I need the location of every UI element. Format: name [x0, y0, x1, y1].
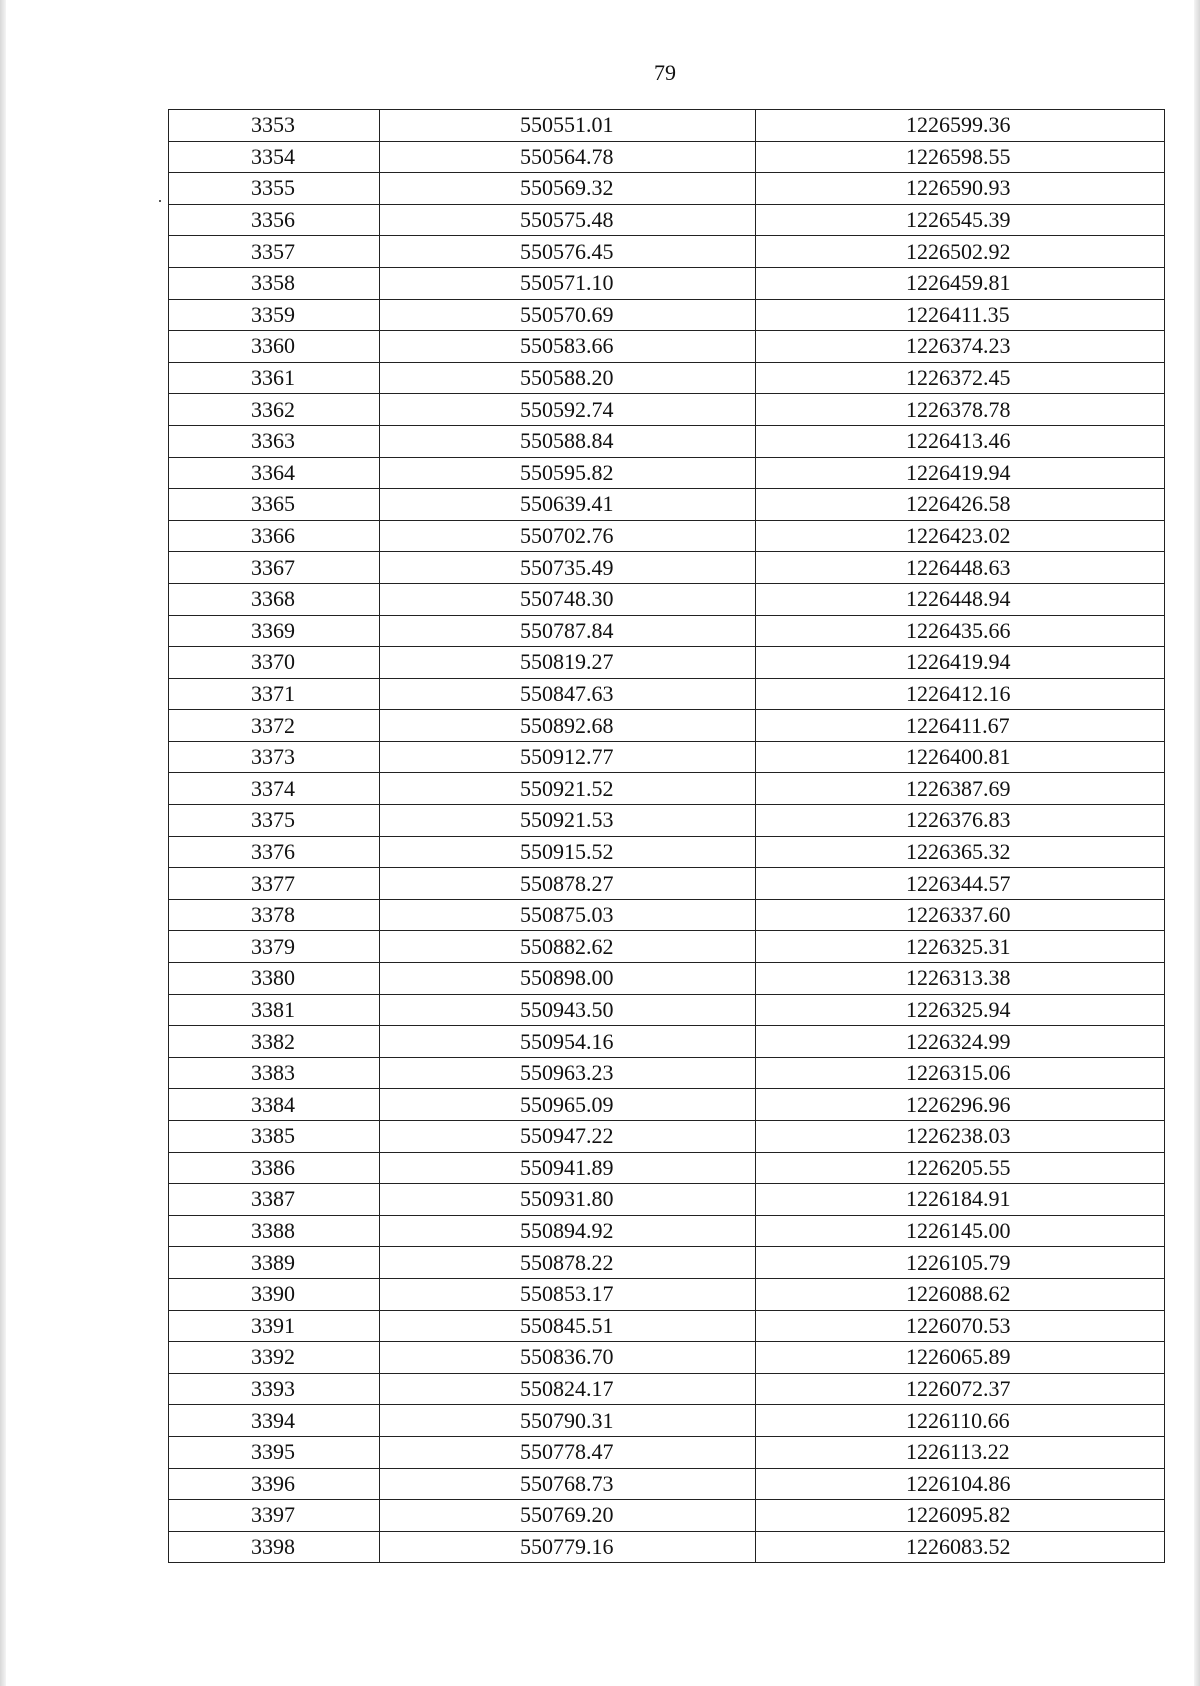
point-id-cell: 3362	[169, 394, 380, 426]
y-coordinate-cell: 1226374.23	[756, 331, 1165, 363]
table-row	[169, 1152, 1165, 1184]
y-coordinate-cell: 1226435.66	[756, 615, 1165, 647]
table-row	[169, 457, 1165, 489]
x-coordinate-cell: 550571.10	[380, 267, 756, 299]
y-coordinate-cell: 1226413.46	[756, 425, 1165, 457]
y-coordinate-cell: 1226113.22	[756, 1436, 1165, 1468]
point-id-cell: 3371	[169, 678, 380, 710]
scan-edge-right	[1194, 0, 1200, 1686]
point-id-cell: 3360	[169, 331, 380, 363]
x-coordinate-cell: 550595.82	[380, 457, 756, 489]
point-id-cell: 3357	[169, 236, 380, 268]
x-coordinate-cell: 550735.49	[380, 552, 756, 584]
point-id-cell: 3353	[169, 110, 380, 142]
x-coordinate-cell: 550921.52	[380, 773, 756, 805]
table-row	[169, 773, 1165, 805]
x-coordinate-cell: 550824.17	[380, 1373, 756, 1405]
point-id-cell: 3355	[169, 173, 380, 205]
point-id-cell: 3365	[169, 489, 380, 521]
x-coordinate-cell: 550569.32	[380, 173, 756, 205]
point-id-cell: 3373	[169, 741, 380, 773]
table-row	[169, 583, 1165, 615]
x-coordinate-cell: 550947.22	[380, 1121, 756, 1153]
point-id-cell: 3363	[169, 425, 380, 457]
point-id-cell: 3393	[169, 1373, 380, 1405]
x-coordinate-cell: 550882.62	[380, 931, 756, 963]
point-id-cell: 3356	[169, 204, 380, 236]
table-row	[169, 678, 1165, 710]
y-coordinate-cell: 1226184.91	[756, 1184, 1165, 1216]
point-id-cell: 3369	[169, 615, 380, 647]
y-coordinate-cell: 1226590.93	[756, 173, 1165, 205]
y-coordinate-cell: 1226313.38	[756, 963, 1165, 995]
y-coordinate-cell: 1226372.45	[756, 362, 1165, 394]
point-id-cell: 3361	[169, 362, 380, 394]
point-id-cell: 3366	[169, 520, 380, 552]
table-row	[169, 931, 1165, 963]
point-id-cell: 3381	[169, 994, 380, 1026]
y-coordinate-cell: 1226325.31	[756, 931, 1165, 963]
x-coordinate-cell: 550583.66	[380, 331, 756, 363]
y-coordinate-cell: 1226365.32	[756, 836, 1165, 868]
point-id-cell: 3370	[169, 647, 380, 679]
table-row	[169, 647, 1165, 679]
point-id-cell: 3385	[169, 1121, 380, 1153]
y-coordinate-cell: 1226387.69	[756, 773, 1165, 805]
point-id-cell: 3379	[169, 931, 380, 963]
x-coordinate-cell: 550943.50	[380, 994, 756, 1026]
y-coordinate-cell: 1226344.57	[756, 868, 1165, 900]
table-row	[169, 489, 1165, 521]
y-coordinate-cell: 1226095.82	[756, 1500, 1165, 1532]
y-coordinate-cell: 1226411.67	[756, 710, 1165, 742]
table-row	[169, 173, 1165, 205]
point-id-cell: 3387	[169, 1184, 380, 1216]
x-coordinate-cell: 550787.84	[380, 615, 756, 647]
y-coordinate-cell: 1226411.35	[756, 299, 1165, 331]
table-row	[169, 520, 1165, 552]
table-row	[169, 1026, 1165, 1058]
y-coordinate-cell: 1226296.96	[756, 1089, 1165, 1121]
table-row	[169, 1531, 1165, 1563]
y-coordinate-cell: 1226105.79	[756, 1247, 1165, 1279]
x-coordinate-cell: 550570.69	[380, 299, 756, 331]
x-coordinate-cell: 550845.51	[380, 1310, 756, 1342]
table-row	[169, 1278, 1165, 1310]
y-coordinate-cell: 1226104.86	[756, 1468, 1165, 1500]
x-coordinate-cell: 550875.03	[380, 899, 756, 931]
x-coordinate-cell: 550915.52	[380, 836, 756, 868]
x-coordinate-cell: 550779.16	[380, 1531, 756, 1563]
point-id-cell: 3376	[169, 836, 380, 868]
y-coordinate-cell: 1226545.39	[756, 204, 1165, 236]
table-row	[169, 204, 1165, 236]
y-coordinate-cell: 1226419.94	[756, 647, 1165, 679]
y-coordinate-cell: 1226088.62	[756, 1278, 1165, 1310]
y-coordinate-cell: 1226145.00	[756, 1215, 1165, 1247]
point-id-cell: 3359	[169, 299, 380, 331]
x-coordinate-cell: 550892.68	[380, 710, 756, 742]
point-id-cell: 3364	[169, 457, 380, 489]
table-row	[169, 1500, 1165, 1532]
y-coordinate-cell: 1226376.83	[756, 805, 1165, 837]
x-coordinate-cell: 550963.23	[380, 1057, 756, 1089]
x-coordinate-cell: 550931.80	[380, 1184, 756, 1216]
table-row	[169, 299, 1165, 331]
x-coordinate-cell: 550639.41	[380, 489, 756, 521]
x-coordinate-cell: 550878.27	[380, 868, 756, 900]
point-id-cell: 3397	[169, 1500, 380, 1532]
x-coordinate-cell: 550575.48	[380, 204, 756, 236]
x-coordinate-cell: 550894.92	[380, 1215, 756, 1247]
point-id-cell: 3382	[169, 1026, 380, 1058]
y-coordinate-cell: 1226083.52	[756, 1531, 1165, 1563]
table-row	[169, 710, 1165, 742]
table-row	[169, 331, 1165, 363]
point-id-cell: 3395	[169, 1436, 380, 1468]
table-row	[169, 425, 1165, 457]
y-coordinate-cell: 1226448.94	[756, 583, 1165, 615]
point-id-cell: 3378	[169, 899, 380, 931]
table-row	[169, 362, 1165, 394]
x-coordinate-cell: 550912.77	[380, 741, 756, 773]
y-coordinate-cell: 1226459.81	[756, 267, 1165, 299]
table-row	[169, 267, 1165, 299]
point-id-cell: 3398	[169, 1531, 380, 1563]
coordinate-table	[168, 109, 1165, 1563]
y-coordinate-cell: 1226400.81	[756, 741, 1165, 773]
table-row	[169, 110, 1165, 142]
point-id-cell: 3375	[169, 805, 380, 837]
table-row	[169, 1057, 1165, 1089]
page-number: 79	[654, 60, 676, 85]
y-coordinate-cell: 1226598.55	[756, 141, 1165, 173]
x-coordinate-cell: 550778.47	[380, 1436, 756, 1468]
x-coordinate-cell: 550878.22	[380, 1247, 756, 1279]
table-row	[169, 868, 1165, 900]
point-id-cell: 3392	[169, 1342, 380, 1374]
y-coordinate-cell: 1226070.53	[756, 1310, 1165, 1342]
x-coordinate-cell: 550853.17	[380, 1278, 756, 1310]
x-coordinate-cell: 550790.31	[380, 1405, 756, 1437]
x-coordinate-cell: 550588.84	[380, 425, 756, 457]
x-coordinate-cell: 550965.09	[380, 1089, 756, 1121]
point-id-cell: 3394	[169, 1405, 380, 1437]
point-id-cell: 3391	[169, 1310, 380, 1342]
table-row	[169, 1121, 1165, 1153]
table-row	[169, 994, 1165, 1026]
point-id-cell: 3372	[169, 710, 380, 742]
point-id-cell: 3389	[169, 1247, 380, 1279]
point-id-cell: 3354	[169, 141, 380, 173]
point-id-cell: 3367	[169, 552, 380, 584]
x-coordinate-cell: 550836.70	[380, 1342, 756, 1374]
x-coordinate-cell: 550588.20	[380, 362, 756, 394]
y-coordinate-cell: 1226423.02	[756, 520, 1165, 552]
y-coordinate-cell: 1226502.92	[756, 236, 1165, 268]
x-coordinate-cell: 550576.45	[380, 236, 756, 268]
x-coordinate-cell: 550921.53	[380, 805, 756, 837]
table-row	[169, 394, 1165, 426]
y-coordinate-cell: 1226412.16	[756, 678, 1165, 710]
table-row	[169, 141, 1165, 173]
point-id-cell: 3396	[169, 1468, 380, 1500]
y-coordinate-cell: 1226205.55	[756, 1152, 1165, 1184]
point-id-cell: 3368	[169, 583, 380, 615]
table-row	[169, 963, 1165, 995]
table-row	[169, 836, 1165, 868]
y-coordinate-cell: 1226315.06	[756, 1057, 1165, 1089]
y-coordinate-cell: 1226072.37	[756, 1373, 1165, 1405]
table-row	[169, 805, 1165, 837]
point-id-cell: 3380	[169, 963, 380, 995]
table-row	[169, 1468, 1165, 1500]
point-id-cell: 3384	[169, 1089, 380, 1121]
y-coordinate-cell: 1226337.60	[756, 899, 1165, 931]
y-coordinate-cell: 1226110.66	[756, 1405, 1165, 1437]
point-id-cell: 3374	[169, 773, 380, 805]
x-coordinate-cell: 550819.27	[380, 647, 756, 679]
table-row	[169, 1342, 1165, 1374]
y-coordinate-cell: 1226448.63	[756, 552, 1165, 584]
x-coordinate-cell: 550847.63	[380, 678, 756, 710]
x-coordinate-cell: 550564.78	[380, 141, 756, 173]
table-row	[169, 1089, 1165, 1121]
table-row	[169, 1310, 1165, 1342]
table-row	[169, 1247, 1165, 1279]
table-row	[169, 899, 1165, 931]
x-coordinate-cell: 550941.89	[380, 1152, 756, 1184]
scan-speck	[159, 200, 161, 202]
y-coordinate-cell: 1226065.89	[756, 1342, 1165, 1374]
table-row	[169, 1215, 1165, 1247]
y-coordinate-cell: 1226599.36	[756, 110, 1165, 142]
point-id-cell: 3358	[169, 267, 380, 299]
y-coordinate-cell: 1226419.94	[756, 457, 1165, 489]
x-coordinate-cell: 550898.00	[380, 963, 756, 995]
x-coordinate-cell: 550954.16	[380, 1026, 756, 1058]
y-coordinate-cell: 1226378.78	[756, 394, 1165, 426]
y-coordinate-cell: 1226325.94	[756, 994, 1165, 1026]
scan-edge-left	[0, 0, 6, 1686]
y-coordinate-cell: 1226426.58	[756, 489, 1165, 521]
point-id-cell: 3386	[169, 1152, 380, 1184]
table-row	[169, 615, 1165, 647]
table-row	[169, 1184, 1165, 1216]
y-coordinate-cell: 1226238.03	[756, 1121, 1165, 1153]
point-id-cell: 3390	[169, 1278, 380, 1310]
table-row	[169, 1373, 1165, 1405]
table-row	[169, 552, 1165, 584]
point-id-cell: 3377	[169, 868, 380, 900]
point-id-cell: 3388	[169, 1215, 380, 1247]
x-coordinate-cell: 550748.30	[380, 583, 756, 615]
point-id-cell: 3383	[169, 1057, 380, 1089]
table-row	[169, 741, 1165, 773]
x-coordinate-cell: 550769.20	[380, 1500, 756, 1532]
x-coordinate-cell: 550702.76	[380, 520, 756, 552]
table-row	[169, 1405, 1165, 1437]
table-row	[169, 1436, 1165, 1468]
y-coordinate-cell: 1226324.99	[756, 1026, 1165, 1058]
table-row	[169, 236, 1165, 268]
x-coordinate-cell: 550592.74	[380, 394, 756, 426]
x-coordinate-cell: 550551.01	[380, 110, 756, 142]
coordinate-table-body	[169, 110, 1165, 1563]
x-coordinate-cell: 550768.73	[380, 1468, 756, 1500]
